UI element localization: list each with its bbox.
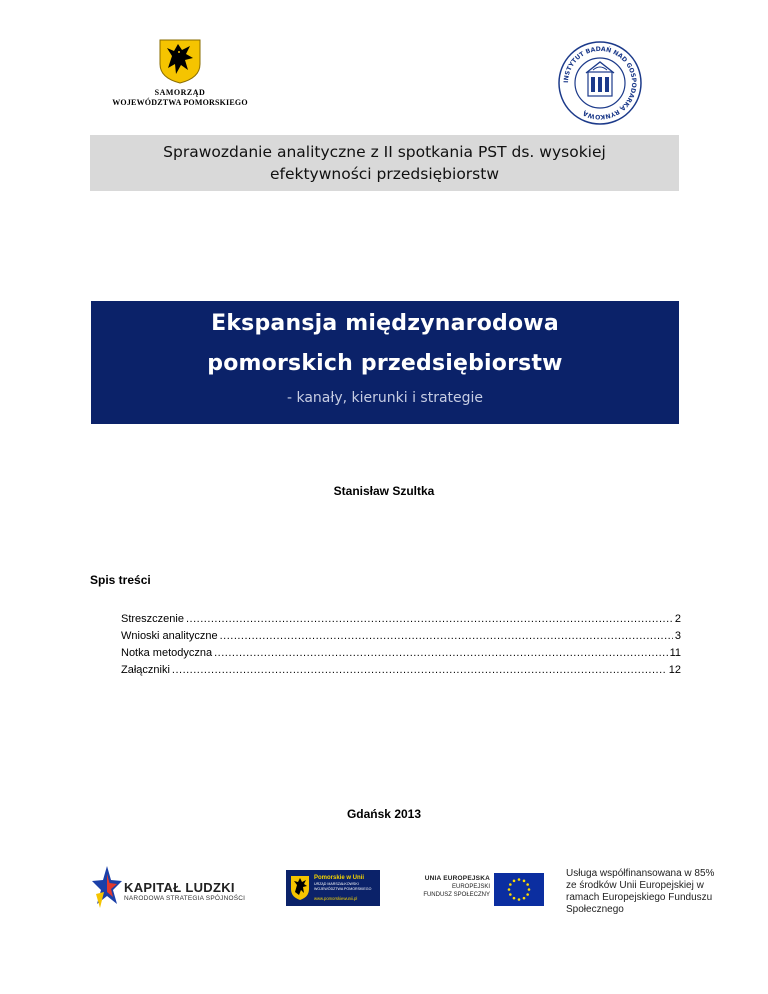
toc-entry-page: 11 <box>669 647 681 659</box>
author: Stanisław Szultka <box>333 484 435 498</box>
eu-star <box>526 883 529 886</box>
pomorskie-w-unii-subtitle: URZĄD MARSZAŁKOWSKI WOJEWÓDZTWA POMORSKIEGO <box>314 882 372 891</box>
eu-star <box>528 888 531 891</box>
toc-leader-dots <box>214 645 667 662</box>
seal-ring-text: INSTYTUT BADAŃ NAD GOSPODARKĄ RYNKOWĄ <box>562 45 638 121</box>
toc-entry[interactable] <box>121 628 681 645</box>
toc-entry-label: Załączniki <box>121 664 170 676</box>
toc-entry[interactable] <box>121 611 681 628</box>
eu-star <box>518 898 521 901</box>
toc-leader-dots <box>220 628 673 645</box>
cofinancing-line4: Społecznego <box>566 904 624 915</box>
toc-entry[interactable] <box>121 662 681 679</box>
pomorskie-w-unii-url: www.pomorskiewunii.pl <box>314 896 358 901</box>
title-block <box>91 301 679 424</box>
kapital-ludzki-subtitle: NARODOWA STRATEGIA SPÓJNOŚCI <box>124 895 246 902</box>
ue-line3: FUNDUSZ SPOŁECZNY <box>423 892 490 898</box>
eu-star <box>509 883 512 886</box>
eu-star <box>518 878 521 881</box>
wojewodztwo-caption: WOJEWÓDZTWA POMORSKIEGO <box>112 98 248 107</box>
report-banner-line2: efektywności przedsiębiorstw <box>269 165 500 183</box>
toc-entry-page: 3 <box>674 630 681 642</box>
griffin-coat-of-arms-icon <box>290 875 310 901</box>
toc-leader-dots <box>186 611 673 628</box>
kapital-ludzki-title: KAPITAŁ LUDZKI <box>124 880 235 895</box>
toc-entry-label: Streszczenie <box>121 613 184 625</box>
cofinancing-line3: ramach Europejskiego Funduszu <box>566 892 713 903</box>
ue-title: UNIA EUROPEJSKA <box>424 875 490 882</box>
pomorskie-w-unii-title: Pomorskie w Unii <box>314 875 365 881</box>
samorzad-caption: SAMORZĄD <box>154 88 206 97</box>
ibngr-seal-icon <box>557 40 643 126</box>
ue-line2: EUROPEJSKI <box>451 884 490 890</box>
samorzad-logo <box>110 38 250 116</box>
ibngr-logo <box>557 40 643 126</box>
eu-star <box>513 880 516 883</box>
kapital-ludzki-star-icon <box>92 864 122 914</box>
toc-entry-label: Notka metodyczna <box>121 647 213 659</box>
table-of-contents <box>121 611 681 679</box>
cofinancing-line2: ze środków Unii Europejskiej w <box>566 880 704 891</box>
toc-entry-page: 2 <box>674 613 681 625</box>
eu-star <box>523 897 526 900</box>
toc-entry[interactable] <box>121 645 681 662</box>
eu-star <box>526 893 529 896</box>
kapital-ludzki-logo <box>92 864 262 914</box>
report-banner <box>90 135 679 191</box>
title-line2: pomorskich przedsiębiorstw <box>207 351 563 376</box>
ue-efs-text <box>412 874 490 899</box>
eu-star <box>523 880 526 883</box>
pomorskie-w-unii-logo <box>286 870 380 906</box>
title-subtitle: - kanały, kierunki i strategie <box>286 390 484 406</box>
cofinancing-note <box>566 868 736 916</box>
eu-flag-icon <box>494 873 544 906</box>
toc-entry-label: Wnioski analityczne <box>121 630 218 642</box>
cofinancing-line1: Usługa współfinansowana w 85% <box>566 868 715 879</box>
title-line1: Ekspansja międzynarodowa <box>211 311 559 336</box>
eu-star <box>513 897 516 900</box>
report-banner-line1: Sprawozdanie analityczne z II spotkania PST ds. wysokiej <box>163 143 606 161</box>
eu-star <box>508 888 511 891</box>
griffin-coat-of-arms-icon <box>158 38 202 84</box>
toc-leader-dots <box>172 662 667 679</box>
eu-star <box>509 893 512 896</box>
toc-heading: Spis treści <box>90 573 151 587</box>
place-date: Gdańsk 2013 <box>346 807 422 821</box>
toc-entry-page: 12 <box>668 664 681 676</box>
